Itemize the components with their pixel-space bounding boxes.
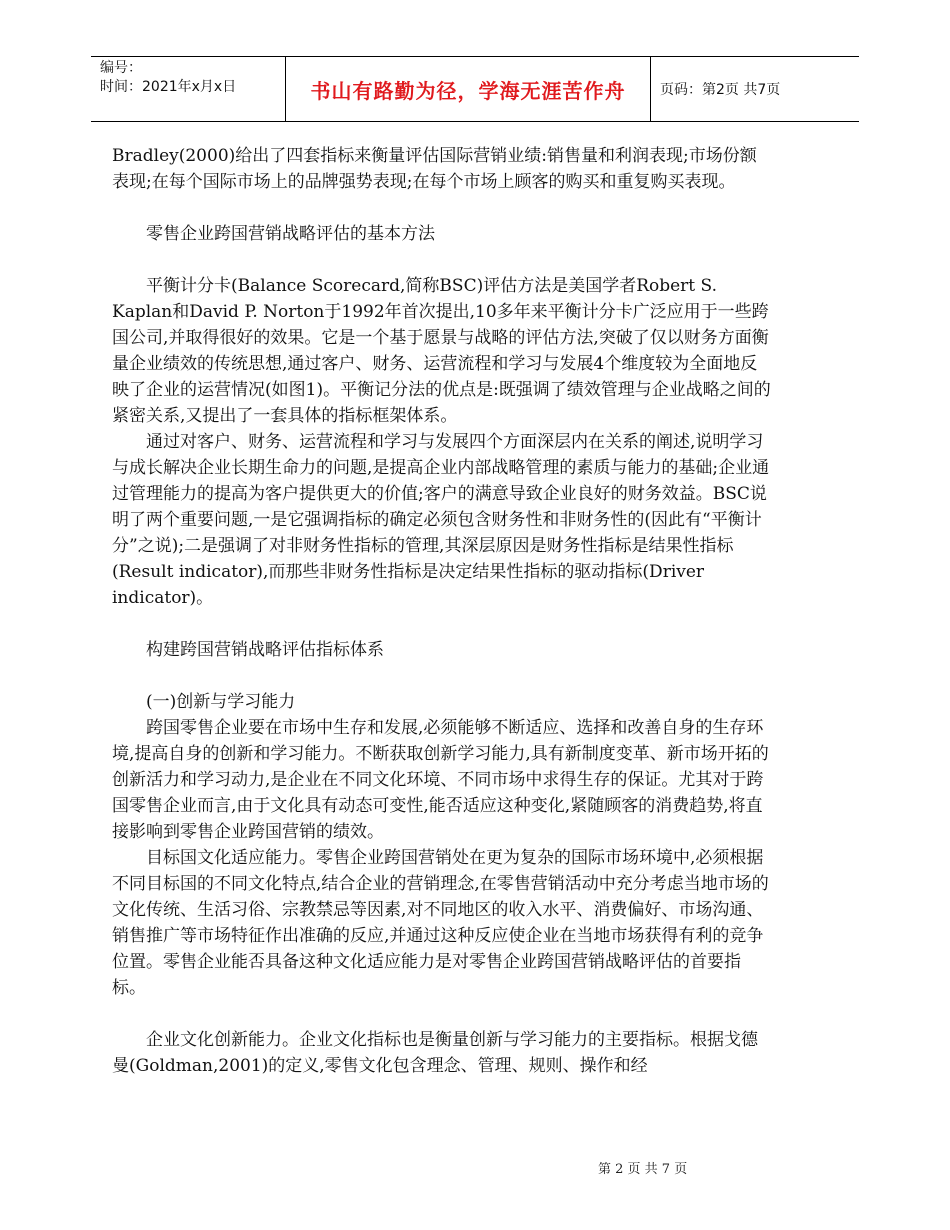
paragraph-bradley: Bradley(2000)给出了四套指标来衡量评估国际营销业绩:销售量和利润表现;市场份额表现;在每个国际市场上的品牌强势表现;在每个市场上顾客的购买和重复购买表现。 bbox=[112, 146, 757, 192]
header-page-cell bbox=[651, 57, 859, 121]
paragraph-corporate-culture: 企业文化创新能力。企业文化指标也是衡量创新与学习能力的主要指标。根据戈德曼(Goldman,2001)的定义,零售文化包含理念、管理、规则、操作和经 bbox=[112, 1030, 758, 1076]
time-label: 时间：2021年x月x日 bbox=[100, 79, 237, 95]
document-body bbox=[112, 143, 772, 1079]
header-motto-cell bbox=[286, 57, 651, 121]
page-footer: 第 2 页 共 7 页 bbox=[598, 1162, 688, 1177]
paragraph-bsc-explain: 通过对客户、财务、运营流程和学习与发展四个方面深层内在关系的阐述,说明学习与成长解决企业长期生命力的问题,是提高企业内部战略管理的素质与能力的基础;企业通过管理能力的提高为客户提供更大的价值;客户的满意导致企业良好的财务效益。BSC说明了两个重要问题,一是它强调指标的确定必须包含财务性和非财务性的(因此有“平衡计分”之说);二是强调了对非财务性指标的管理,其深层原因是财务性指标是结果性指标(Result indicator),而那些非财务性指标是决定结果性指标的驱动指标(Driver indicator)。 bbox=[112, 432, 770, 608]
subheading-innovation: (一)创新与学习能力 bbox=[146, 692, 296, 712]
page-label: 页码：第2页 共7页 bbox=[660, 82, 781, 98]
page-header bbox=[91, 56, 859, 122]
paragraph-culture-adaptation: 目标国文化适应能力。零售企业跨国营销处在更为复杂的国际市场环境中,必须根据不同目标国的不同文化特点,结合企业的营销理念,在零售营销活动中充分考虑当地市场的文化传统、生活习俗、宗教禁忌等因素,对不同地区的收入水平、消费偏好、市场沟通、销售推广等市场特征作出准确的反应,并通过这种反应使企业在当地市场获得有利的竞争位置。零售企业能否具备这种文化适应能力是对零售企业跨国营销战略评估的首要指标。 bbox=[112, 848, 769, 998]
paragraph-innovation: 跨国零售企业要在市场中生存和发展,必须能够不断适应、选择和改善自身的生存环境,提高自身的创新和学习能力。不断获取创新学习能力,具有新制度变革、新市场开拓的创新活力和学习动力,是企业在不同文化环境、不同市场中求得生存的保证。尤其对于跨国零售企业而言,由于文化具有动态可变性,能否适应这种变化,紧随顾客的消费趋势,将直接影响到零售企业跨国营销的绩效。 bbox=[112, 718, 769, 842]
header-meta-cell bbox=[91, 57, 286, 121]
number-label: 编号： bbox=[100, 60, 142, 76]
motto-text: 书山有路勤为径，学海无涯苦作舟 bbox=[310, 78, 626, 103]
paragraph-bsc-intro: 平衡计分卡(Balance Scorecard,简称BSC)评估方法是美国学者Robert S. Kaplan和David P. Norton于1992年首次提出,10多年来平衡计分卡广泛应用于一些跨国公司,并取得很好的效果。它是一个基于愿景与战略的评估方法,突破了仅以财务方面衡量企业绩效的传统思想,通过客户、财务、运营流程和学习与发展4个维度较为全面地反映了企业的运营情况(如图1)。平衡记分法的优点是:既强调了绩效管理与企业战略之间的紧密关系,又提出了一套具体的指标框架体系。 bbox=[112, 276, 771, 426]
section-heading-indicators: 构建跨国营销战略评估指标体系 bbox=[146, 640, 384, 660]
section-heading-methods: 零售企业跨国营销战略评估的基本方法 bbox=[146, 224, 435, 244]
